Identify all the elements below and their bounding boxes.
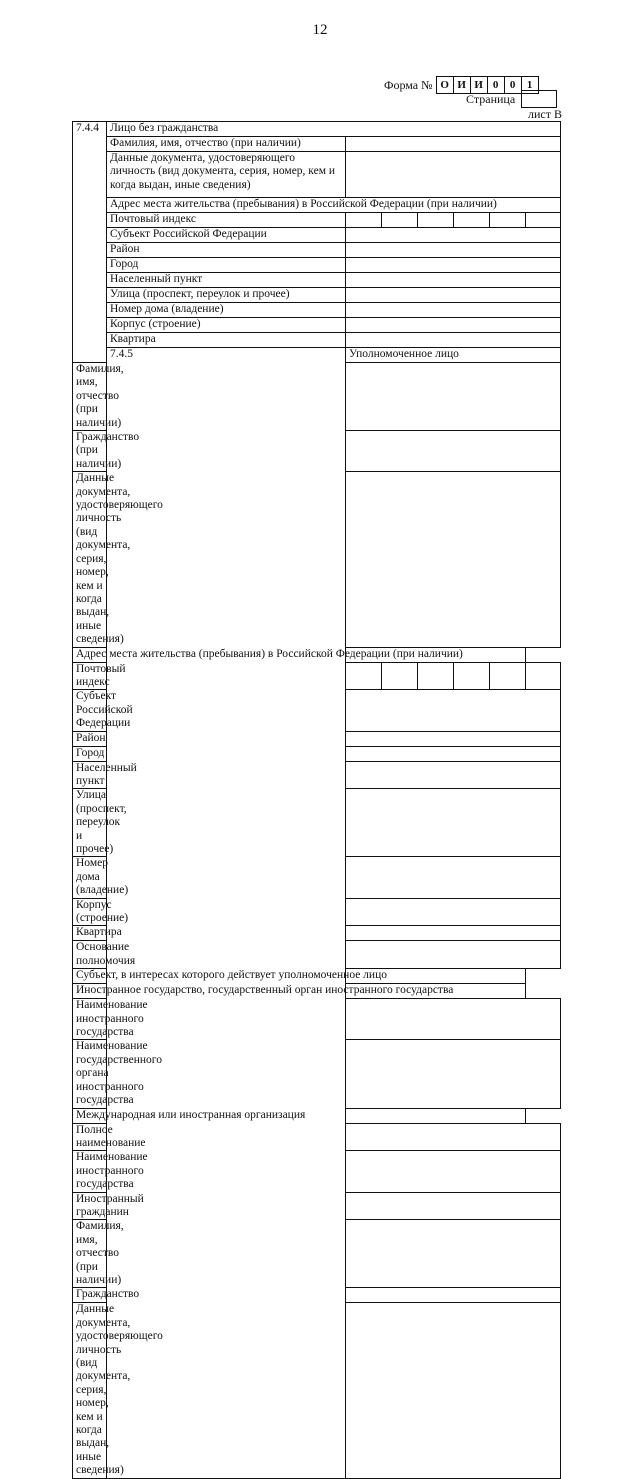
- field-label-id-document: Данные документа, удостоверяющего личность (вид документа, серия, номер, кем и когда выдан, иные сведения): [107, 152, 346, 198]
- form-code-cell[interactable]: 0: [504, 76, 522, 94]
- address-section-title: Адрес места жительства (пребывания) в Российской Федерации (при наличии): [73, 647, 526, 662]
- postcode-digit-cell[interactable]: [526, 662, 561, 690]
- field-label-district: Район: [73, 731, 107, 746]
- field-label-fc-name: Фамилия, имя, отчество (при наличии): [73, 1220, 107, 1288]
- postcode-digit-cell[interactable]: [382, 662, 418, 690]
- apartment-input[interactable]: [346, 333, 561, 348]
- name-input[interactable]: [346, 137, 561, 152]
- foreign-citizen-section-title: Иностранный гражданин: [73, 1192, 107, 1220]
- field-label-postcode: Почтовый индекс: [73, 662, 107, 690]
- section-number-744: 7.4.4: [73, 122, 107, 363]
- id-document-input[interactable]: [346, 152, 561, 198]
- form-code-cell[interactable]: И: [453, 76, 471, 94]
- postcode-digit-cell[interactable]: [418, 213, 454, 228]
- field-label-locality: Населенный пункт: [107, 273, 346, 288]
- full-name-input[interactable]: [346, 1123, 561, 1151]
- street-input[interactable]: [346, 288, 561, 303]
- postcode-digit-cell[interactable]: [490, 213, 526, 228]
- id-document-input[interactable]: [346, 472, 561, 647]
- basis-input[interactable]: [346, 941, 561, 969]
- fc-name-input[interactable]: [346, 1220, 561, 1288]
- field-label-house: Номер дома (владение): [73, 857, 107, 898]
- field-label-citizenship: Гражданство (при наличии): [73, 431, 107, 472]
- form-code-cell[interactable]: 1: [521, 76, 539, 94]
- field-label-street: Улица (проспект, переулок и прочее): [73, 789, 107, 857]
- foreign-state-section-title: Иностранное государство, государственный орган иностранного государства: [73, 984, 526, 999]
- subject-interest-title: Субъект, в интересах которого действует уполномоченное лицо: [73, 969, 526, 984]
- field-label-full-name: Полное наименование: [73, 1123, 107, 1151]
- field-label-name: Фамилия, имя, отчество (при наличии): [73, 363, 107, 431]
- field-label-subject: Субъект Российской Федерации: [107, 228, 346, 243]
- form-table: [72, 121, 561, 1479]
- form-number-label: Форма №: [384, 77, 433, 92]
- section-title-744: Лицо без гражданства: [107, 122, 561, 137]
- field-label-subject: Субъект Российской Федерации: [73, 690, 107, 731]
- gov-body-name-input[interactable]: [346, 1040, 561, 1108]
- page-number-field[interactable]: [521, 90, 557, 108]
- postcode-digit-cell[interactable]: [526, 213, 561, 228]
- fc-id-document-input[interactable]: [346, 1303, 561, 1478]
- locality-input[interactable]: [346, 761, 561, 789]
- city-input[interactable]: [346, 258, 561, 273]
- field-label-postcode: Почтовый индекс: [107, 213, 346, 228]
- postcode-digit-cell[interactable]: [490, 662, 526, 690]
- field-label-city: Город: [73, 746, 107, 761]
- page-label: Страница: [466, 92, 516, 106]
- field-label-building: Корпус (строение): [73, 898, 107, 926]
- foreign-citizen-input[interactable]: [346, 1192, 561, 1220]
- house-input[interactable]: [346, 303, 561, 318]
- field-label-apartment: Квартира: [107, 333, 346, 348]
- section-title-745: Уполномоченное лицо: [346, 348, 561, 363]
- field-label-fc-citizenship: Гражданство: [73, 1288, 107, 1303]
- street-input[interactable]: [346, 789, 561, 857]
- field-label-gov-body-name: Наименование государственного органа иностранного государства: [73, 1040, 107, 1108]
- name-input[interactable]: [346, 363, 561, 431]
- field-label-city: Город: [107, 258, 346, 273]
- citizenship-input[interactable]: [346, 431, 561, 472]
- postcode-digit-cell[interactable]: [382, 213, 418, 228]
- org-state-name-input[interactable]: [346, 1151, 561, 1192]
- field-label-house: Номер дома (владение): [107, 303, 346, 318]
- section-number-745: 7.4.5: [107, 348, 346, 1479]
- field-label-name: Фамилия, имя, отчество (при наличии): [107, 137, 346, 152]
- postcode-digit-cell[interactable]: [346, 213, 382, 228]
- field-label-building: Корпус (строение): [107, 318, 346, 333]
- address-section-title: Адрес места жительства (пребывания) в Российской Федерации (при наличии): [107, 198, 561, 213]
- locality-input[interactable]: [346, 273, 561, 288]
- apartment-input[interactable]: [346, 926, 561, 941]
- district-input[interactable]: [346, 731, 561, 746]
- district-input[interactable]: [346, 243, 561, 258]
- form-number-block: [384, 76, 539, 94]
- field-label-basis: Основание полномочия: [73, 941, 107, 969]
- building-input[interactable]: [346, 318, 561, 333]
- postcode-digit-cell[interactable]: [418, 662, 454, 690]
- field-label-apartment: Квартира: [73, 926, 107, 941]
- form-code-cell[interactable]: О: [436, 76, 454, 94]
- building-input[interactable]: [346, 898, 561, 926]
- subject-input[interactable]: [346, 690, 561, 731]
- postcode-digit-cell[interactable]: [454, 662, 490, 690]
- intl-org-section-title: Международная или иностранная организация: [73, 1108, 526, 1123]
- field-label-street: Улица (проспект, переулок и прочее): [107, 288, 346, 303]
- foreign-state-name-input[interactable]: [346, 999, 561, 1040]
- city-input[interactable]: [346, 746, 561, 761]
- postcode-digit-cell[interactable]: [454, 213, 490, 228]
- field-label-foreign-state-name: Наименование иностранного государства: [73, 999, 107, 1040]
- field-label-district: Район: [107, 243, 346, 258]
- field-label-fc-id-document: Данные документа, удостоверяющего личность (вид документа, серия, номер, кем и когда выдан, иные сведения): [73, 1303, 107, 1478]
- house-input[interactable]: [346, 857, 561, 898]
- field-label-id-document: Данные документа, удостоверяющего личность (вид документа, серия, номер, кем и когда выдан, иные сведения): [73, 472, 107, 647]
- form-code-cell[interactable]: И: [470, 76, 488, 94]
- field-label-org-state-name: Наименование иностранного государства: [73, 1151, 107, 1192]
- page-number: 12: [312, 22, 328, 38]
- subject-input[interactable]: [346, 228, 561, 243]
- sheet-label: лист В: [528, 107, 562, 121]
- postcode-digit-cell[interactable]: [346, 662, 382, 690]
- fc-citizenship-input[interactable]: [346, 1288, 561, 1303]
- form-code-cell[interactable]: 0: [487, 76, 505, 94]
- field-label-locality: Населенный пункт: [73, 761, 107, 789]
